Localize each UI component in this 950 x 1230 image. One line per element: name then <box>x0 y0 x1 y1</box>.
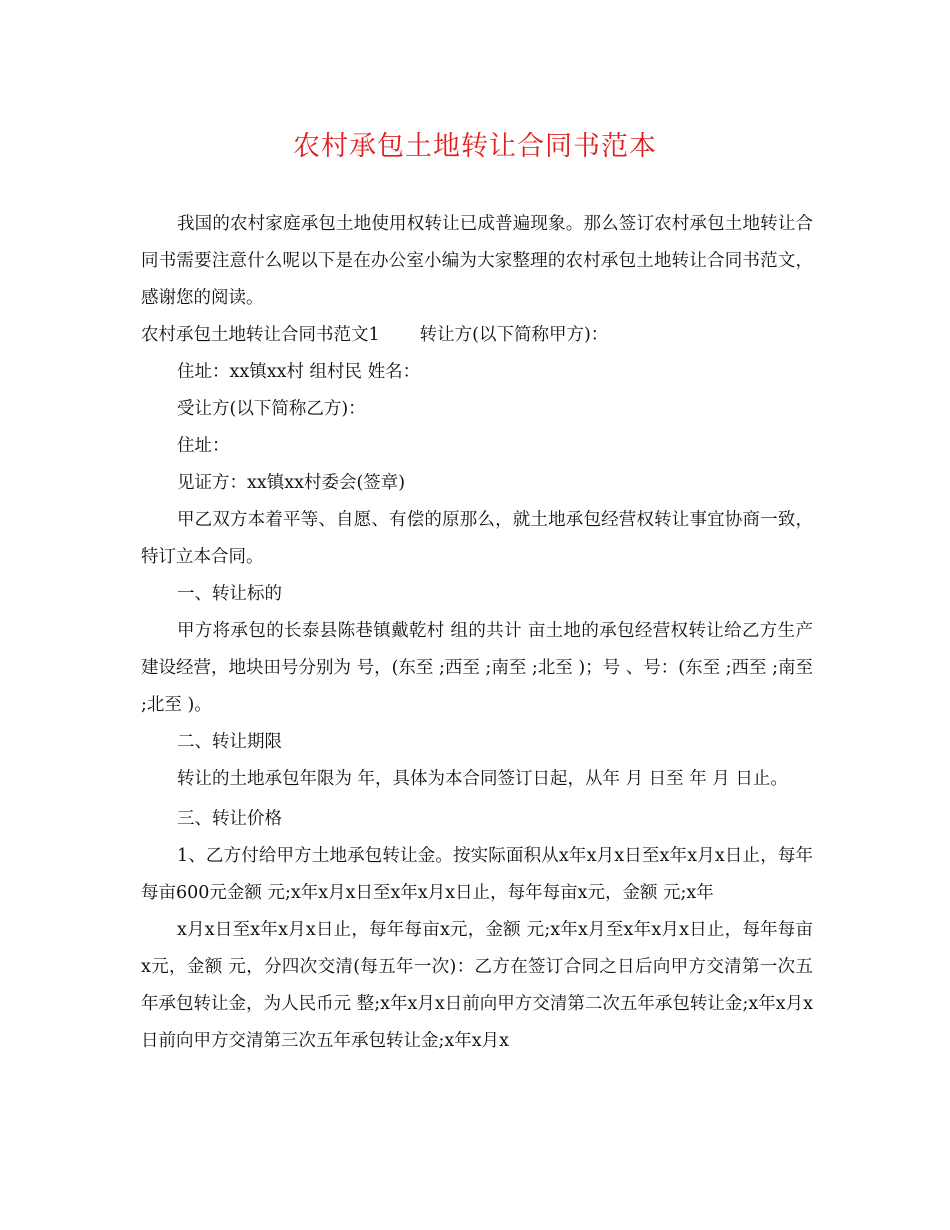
address-a: 住址：xx镇xx村 组村民 姓名： <box>177 362 421 382</box>
sample-heading: 农村承包土地转让合同书范文1 <box>141 325 380 345</box>
section2-title: 二、转让期限 <box>177 732 282 752</box>
section3-item1: 1、乙方付给甲方土地承包转让金。按实际面积从x年x月x日至x年x月x日止，每年每亩600元金额 元;x年x月x日至x年x月x日止，每年每亩x元，金额 元;x年 <box>141 846 813 903</box>
address-b: 住址： <box>177 436 230 456</box>
document-title: 农村承包土地转让合同书范本 <box>293 131 657 162</box>
transferor-label: 转让方(以下简称甲方)： <box>419 325 609 345</box>
preamble-paragraph: 甲乙双方本着平等、自愿、有偿的原那么，就土地承包经营权转让事宜协商一致，特订立本合同。 <box>141 510 813 567</box>
section1-title: 一、转让标的 <box>177 584 282 604</box>
intro-paragraph: 我国的农村家庭承包土地使用权转让已成普遍现象。那么签订农村承包土地转让合同书需要注意什么呢以下是在办公室小编为大家整理的农村承包土地转让合同书范文，感谢您的阅读。 <box>141 214 813 308</box>
section3-title: 三、转让价格 <box>177 809 282 829</box>
witness-label: 见证方：xx镇xx村委会(签章) <box>177 473 406 493</box>
section1-body: 甲方将承包的长泰县陈巷镇戴乾村 组的共计 亩土地的承包经营权转让给乙方生产建设经营，地块田号分别为 号，(东至 ;西至 ;南至 ;北至 )；号 、号：(东至 ;西至 ;南至 ;北至 )。 <box>141 621 813 715</box>
section2-body: 转让的土地承包年限为 年，具体为本合同签订日起，从年 月 日至 年 月 日止。 <box>177 769 788 789</box>
transferee-label: 受让方(以下简称乙方)： <box>177 399 366 419</box>
section3-item1-continued: x月x日至x年x月x日止，每年每亩x元，金额 元;x年x月至x年x月x日止，每年每亩x元，金额 元，分四次交清(每五年一次)：乙方在签订合同之日后向甲方交清第一次五年承包转让金，为人民币元 整;x年x月x日前向甲方交清第二次五年承包转让金;x年x月x日前向甲方交清第三次五年承包转让金;x年x月x <box>141 920 813 1051</box>
document-body <box>141 206 813 1060</box>
sample-heading-line <box>141 317 813 354</box>
